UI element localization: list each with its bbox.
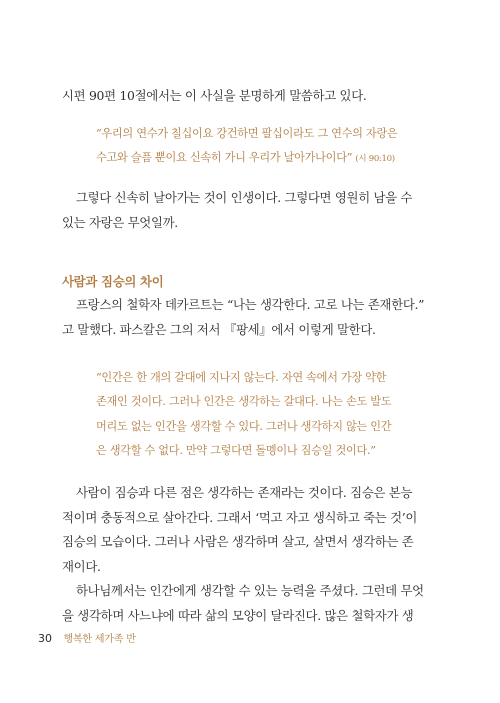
paragraph-line: 을 생각하며 사느냐에 따라 삶의 모양이 달라진다. 많은 철학자가 생 bbox=[62, 607, 414, 623]
quote-line: 존재인 것이다. 그러나 인간은 생각하는 갈대다. 나는 손도 발도 bbox=[96, 395, 392, 409]
book-title: 행복한 세가족 반 bbox=[63, 634, 136, 645]
paragraph-line: 프랑스의 철학자 데카르트는 “나는 생각한다. 고로 나는 존재한다.” bbox=[76, 297, 425, 312]
paragraph-line: 그렇다 신속히 날아가는 것이 인생이다. 그렇다면 영원히 남을 수 bbox=[76, 190, 413, 205]
quote-pascal bbox=[96, 366, 416, 464]
quote-reference: (시 90:10) bbox=[355, 154, 395, 165]
paragraph-human-vs-beast bbox=[62, 481, 422, 579]
quote-line: “인간은 한 개의 갈대에 지나지 않는다. 자연 속에서 가장 약한 bbox=[96, 371, 387, 384]
paragraph-line: 하나님께서는 인간에게 생각할 수 있는 능력을 주셨다. 그런데 무엇 bbox=[76, 583, 424, 598]
paragraph-life bbox=[62, 186, 422, 235]
paragraph-intro bbox=[62, 84, 422, 109]
paragraph-line: 적이며 충동적으로 살아간다. 그래서 ‘먹고 자고 생식하고 죽는 것’이 bbox=[62, 509, 418, 525]
paragraph-descartes bbox=[62, 293, 425, 342]
page-footer bbox=[38, 630, 136, 645]
section-heading: 사람과 짐승의 차이 bbox=[62, 274, 164, 289]
paragraph-line: 재이다. bbox=[62, 558, 101, 574]
quote-psalm bbox=[96, 122, 416, 172]
paragraph-line: 사람이 짐승과 다른 점은 생각하는 존재라는 것이다. 짐승은 본능 bbox=[76, 485, 413, 500]
paragraph-line: 짐승의 모습이다. 그러나 사람은 생각하며 살고, 살면서 생각하는 존 bbox=[62, 534, 414, 549]
paragraph-line: 고 말했다. 파스칼은 그의 저서 『팡세』에서 이렇게 말한다. bbox=[62, 321, 376, 337]
page-number: 30 bbox=[38, 632, 52, 645]
quote-line: “우리의 연수가 칠십이요 강건하면 팔십이라도 그 연수의 자랑은 bbox=[96, 127, 398, 140]
quote-line bbox=[96, 146, 416, 171]
quote-text: 수고와 슬픔 뿐이요 신속히 가니 우리가 날아가나이다” bbox=[96, 151, 353, 165]
paragraph-god-gave bbox=[62, 579, 422, 628]
paragraph-line: 있는 자랑은 무엇일까. bbox=[62, 214, 178, 230]
quote-line: 은 생각할 수 없다. 만약 그렇다면 돌멩이나 짐승일 것이다.” bbox=[96, 444, 376, 458]
quote-line: 머리도 없는 인간을 생각할 수 있다. 그러나 생각하지 않는 인간 bbox=[96, 419, 392, 433]
paragraph-line: 시편 90편 10절에서는 이 사실을 분명하게 말씀하고 있다. bbox=[62, 88, 367, 103]
